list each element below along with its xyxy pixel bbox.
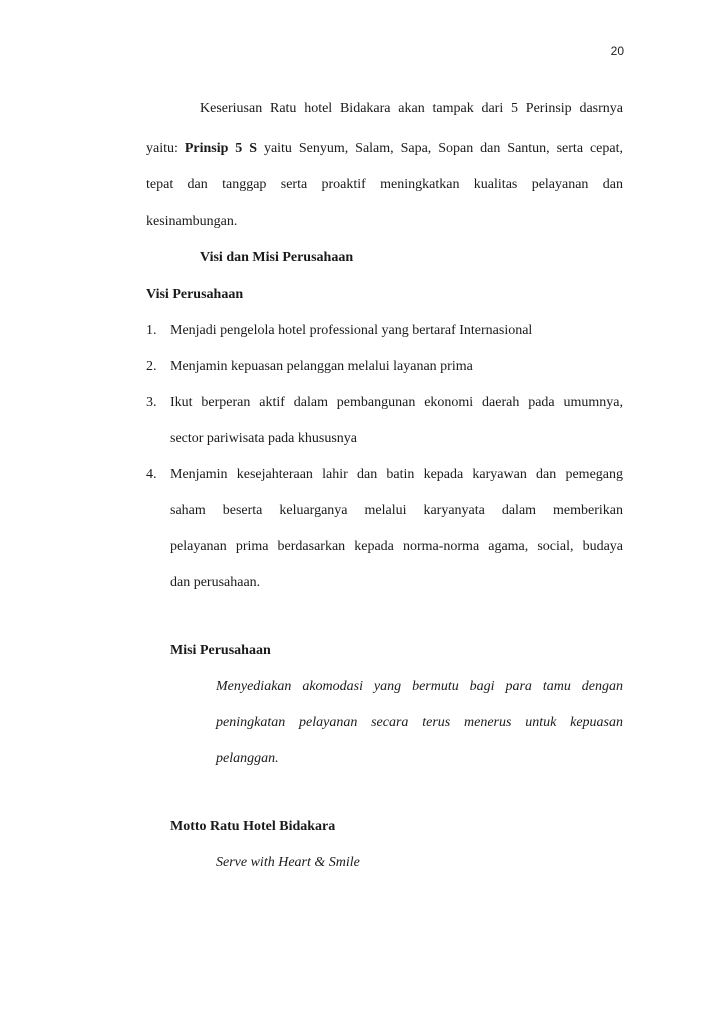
intro-line-1: Keseriusan Ratu hotel Bidakara akan tampak dari 5 Perinsip dasrnya <box>200 101 623 116</box>
intro-line-3: tepat dan tanggap serta proaktif meningkatkan kualitas pelayanan dan <box>146 177 623 192</box>
visi-item-2-line-1: Menjamin kepuasan pelanggan melalui layanan prima <box>170 359 473 374</box>
principle-5s-bold: Prinsip 5 S <box>184 141 258 156</box>
visi-item-4-line-2: saham beserta keluarganya melalui karyanyata dalam memberikan <box>170 503 623 518</box>
misi-line-1: Menyediakan akomodasi yang bermutu bagi para tamu dengan <box>216 679 623 694</box>
misi-line-3: pelanggan. <box>216 751 279 766</box>
page-number: 20 <box>610 44 624 58</box>
visi-item-3-line-2: sector pariwisata pada khususnya <box>170 431 357 446</box>
intro-line-4: kesinambungan. <box>146 214 238 229</box>
misi-heading: Misi Perusahaan <box>170 643 271 658</box>
visi-item-1-number: 1. <box>146 323 157 338</box>
visi-heading: Visi Perusahaan <box>146 287 244 302</box>
visi-item-4-line-4: dan perusahaan. <box>170 575 261 590</box>
section-heading: Visi dan Misi Perusahaan <box>200 250 354 265</box>
visi-item-2-number: 2. <box>146 359 157 374</box>
intro-line-2 <box>146 140 623 158</box>
visi-item-4-number: 4. <box>146 467 157 482</box>
misi-line-2: peningkatan pelayanan secara terus menerus untuk kepuasan <box>216 715 623 730</box>
visi-item-1-line-1: Menjadi pengelola hotel professional yang bertaraf Internasional <box>170 323 533 338</box>
visi-item-4-line-1: Menjamin kesejahteraan lahir dan batin kepada karyawan dan pemegang <box>170 467 623 482</box>
motto-text: Serve with Heart & Smile <box>216 855 360 870</box>
visi-item-3-line-1: Ikut berperan aktif dalam pembangunan ekonomi daerah pada umumnya, <box>170 395 623 410</box>
intro-line-2-prefix: yaitu: <box>146 141 185 156</box>
visi-item-3-number: 3. <box>146 395 157 410</box>
visi-item-4-line-3: pelayanan prima berdasarkan kepada norma-norma agama, social, budaya <box>170 539 623 554</box>
intro-line-2-rest: yaitu Senyum, Salam, Sapa, Sopan dan Santun, serta cepat, <box>257 141 623 156</box>
motto-heading: Motto Ratu Hotel Bidakara <box>170 819 336 834</box>
